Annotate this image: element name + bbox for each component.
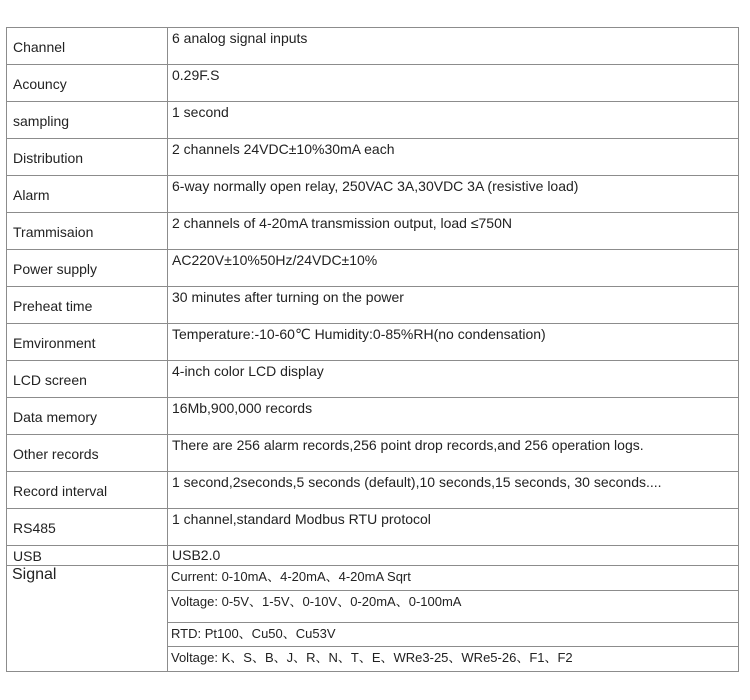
spec-value-cell: [168, 102, 739, 139]
spec-label-cell: [7, 250, 168, 287]
spec-value-cell: [168, 361, 739, 398]
spec-value: USB2.0: [172, 547, 221, 563]
spec-label: Emvironment: [13, 335, 96, 351]
spec-value: 1 second,2seconds,5 seconds (default),10 seconds,15 seconds, 30 seconds....: [172, 474, 662, 490]
spec-label: Trammisaion: [13, 224, 94, 240]
spec-label-cell: [7, 361, 168, 398]
spec-label-cell: [7, 102, 168, 139]
spec-label: Acouncy: [13, 76, 67, 92]
spec-value: 0.29F.S: [172, 67, 220, 83]
spec-value: 6-way normally open relay, 250VAC 3A,30VDC 3A (resistive load): [172, 178, 579, 194]
spec-value-cell: [168, 287, 739, 324]
spec-value-cell: [168, 472, 739, 509]
spec-row-distribution: [7, 139, 739, 176]
spec-value-cell: [168, 623, 739, 647]
spec-value-cell: [168, 398, 739, 435]
spec-value: 30 minutes after turning on the power: [172, 289, 404, 305]
spec-value-cell: [168, 324, 739, 361]
spec-value: 6 analog signal inputs: [172, 30, 308, 46]
spec-label-cell: [7, 65, 168, 102]
spec-value-cell: [168, 435, 739, 472]
spec-row-channel: [7, 28, 739, 65]
spec-label: Channel: [13, 39, 66, 55]
spec-value-cell: [168, 591, 739, 623]
spec-label-cell: [7, 546, 168, 566]
spec-label: USB: [13, 548, 42, 564]
spec-row-alarm: [7, 176, 739, 213]
spec-row-rs485: [7, 509, 739, 546]
spec-label-cell: [7, 398, 168, 435]
spec-label: sampling: [13, 113, 70, 129]
spec-label: Alarm: [13, 187, 50, 203]
spec-value: 16Mb,900,000 records: [172, 400, 313, 416]
spec-value: Temperature:-10-60℃ Humidity:0-85%RH(no condensation): [172, 326, 546, 342]
spec-row-lcd-screen: [7, 361, 739, 398]
spec-value: There are 256 alarm records,256 point drop records,and 256 operation logs.: [172, 437, 644, 453]
spec-value-cell: [168, 213, 739, 250]
spec-label-cell: [7, 509, 168, 546]
spec-value-cell: [168, 546, 739, 566]
spec-value: AC220V±10%50Hz/24VDC±10%: [172, 252, 378, 268]
spec-row-preheat-time: [7, 287, 739, 324]
spec-value-cell: [168, 28, 739, 65]
spec-label-cell: [7, 287, 168, 324]
spec-label: Distribution: [13, 150, 84, 166]
signal-value-rtd: RTD: Pt100、Cu50、Cu53V: [171, 626, 336, 641]
spec-row-power-supply: [7, 250, 739, 287]
spec-label-cell: [7, 176, 168, 213]
spec-label: Data memory: [13, 409, 98, 425]
spec-value-cell: [168, 139, 739, 176]
spec-label-cell: [7, 28, 168, 65]
spec-value: 1 second: [172, 104, 229, 120]
spec-value-cell: [168, 176, 739, 213]
signal-value-voltage: Voltage: 0-5V、1-5V、0-10V、0-20mA、0-100mA: [171, 594, 462, 609]
spec-label-cell: [7, 472, 168, 509]
spec-value-cell: [168, 250, 739, 287]
spec-value: 2 channels 24VDC±10%30mA each: [172, 141, 395, 157]
spec-label: Preheat time: [13, 298, 93, 314]
signal-value-current: Current: 0-10mA、4-20mA、4-20mA Sqrt: [171, 569, 411, 584]
spec-label: RS485: [13, 520, 56, 536]
spec-label: Power supply: [13, 261, 98, 277]
spec-row-transmission: [7, 213, 739, 250]
spec-row-usb: [7, 546, 739, 566]
spec-table: [6, 27, 739, 672]
spec-row-accuracy: [7, 65, 739, 102]
spec-row-environment: [7, 324, 739, 361]
spec-value: 1 channel,standard Modbus RTU protocol: [172, 511, 431, 527]
spec-value: 4-inch color LCD display: [172, 363, 324, 379]
spec-value-cell: [168, 65, 739, 102]
spec-label: Record interval: [13, 483, 108, 499]
signal-value-thermocouple: Voltage: K、S、B、J、R、N、T、E、WRe3-25、WRe5-26、F1、F2: [171, 650, 573, 665]
spec-value: 2 channels of 4-20mA transmission output, load ≤750N: [172, 215, 512, 231]
spec-value-cell: [168, 509, 739, 546]
spec-row-record-interval: [7, 472, 739, 509]
spec-row-other-records: [7, 435, 739, 472]
signal-label: Signal: [12, 566, 57, 583]
spec-label-cell: [7, 435, 168, 472]
spec-row-sampling: [7, 102, 739, 139]
spec-label-cell: [7, 139, 168, 176]
spec-label: Other records: [13, 446, 99, 462]
spec-row-data-memory: [7, 398, 739, 435]
spec-value-cell: [168, 647, 739, 672]
spec-label-cell: [7, 324, 168, 361]
spec-label: LCD screen: [13, 372, 87, 388]
spec-label-cell: [7, 566, 168, 672]
spec-label-cell: [7, 213, 168, 250]
